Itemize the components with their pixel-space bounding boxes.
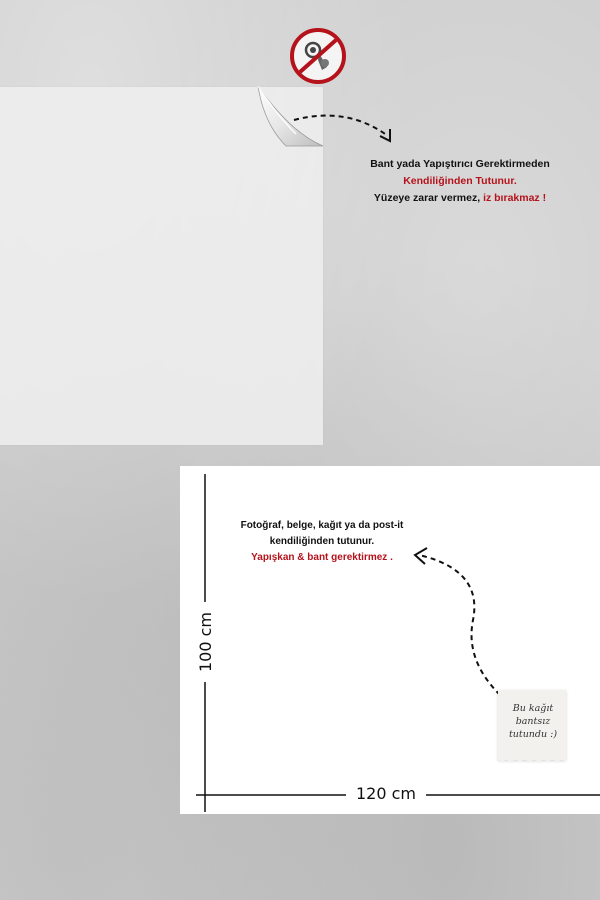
note-line-2: bantsız [515, 716, 551, 727]
width-dimension-label: 120 cm [346, 784, 426, 804]
caption-bottom-line-3: Yapışkan & bant gerektirmez . [251, 552, 393, 563]
note-line-3: tutundu :) [508, 729, 558, 740]
note-line-1: Bu kağıt [512, 703, 554, 714]
caption-bottom-line-2: kendiliğinden tutunur. [269, 536, 375, 547]
caption-line-1: Bant yada Yapıştırıcı Gerektirmeden [370, 158, 550, 170]
caption-line-3-text: Yüzeye zarar vermez, [373, 192, 484, 204]
caption-bottom-line-1: Fotoğraf, belge, kağıt ya da post-it [240, 520, 404, 531]
caption-line-2: Kendiliğinden Tutunur. [403, 175, 517, 187]
caption-line-3-red: iz bırakmaz ! [483, 192, 547, 204]
height-dimension-label: 100 cm [196, 602, 216, 682]
